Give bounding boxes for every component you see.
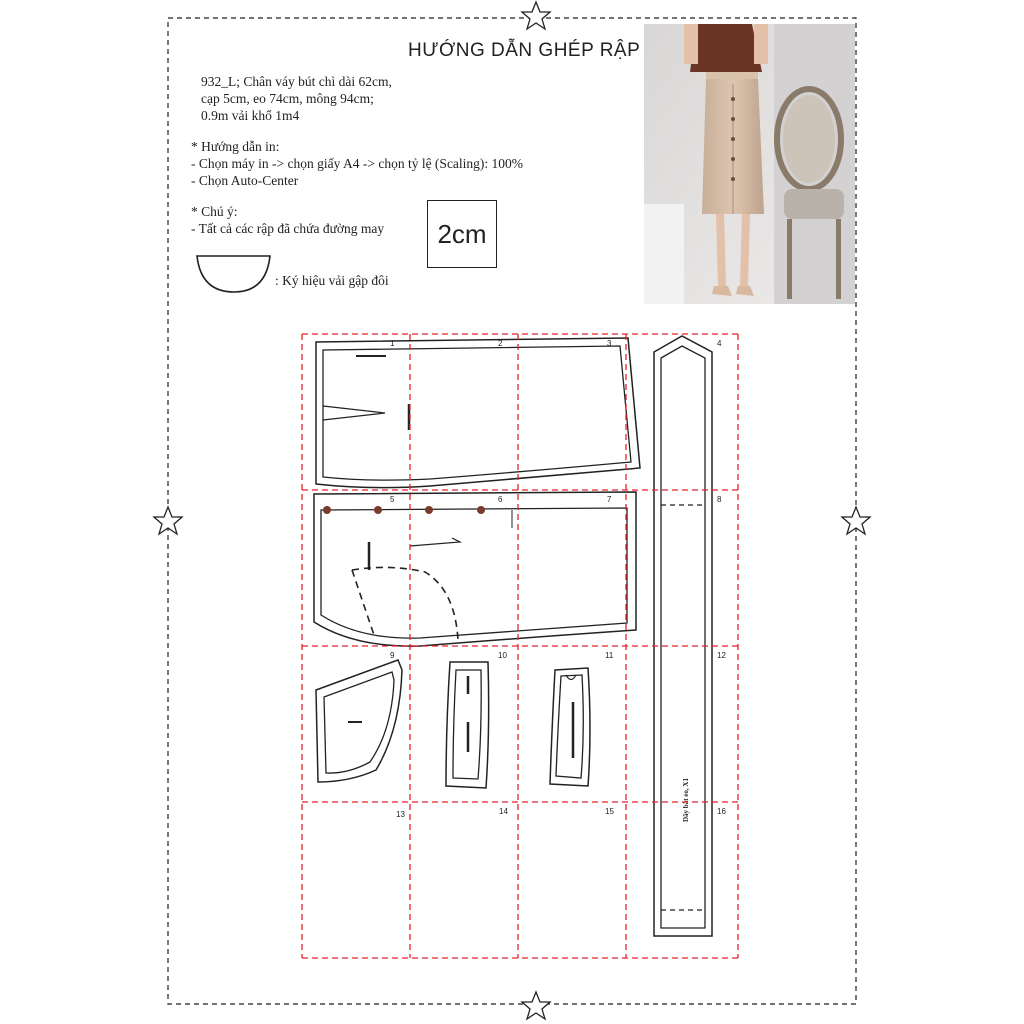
fold-symbol-icon — [197, 256, 270, 292]
waistband-label: Dây bắt eo, X1 — [682, 778, 690, 822]
tile-number-11: 11 — [605, 651, 614, 660]
tile-number-2: 2 — [498, 339, 503, 348]
star-icon-top — [522, 2, 550, 29]
star-icon-bottom — [522, 992, 550, 1019]
button-mark-4 — [477, 506, 485, 514]
tile-number-5: 5 — [390, 495, 395, 504]
notes-line-1: - Tất cả các rập đã chứa đường may — [191, 221, 385, 236]
fold-symbol-label: : Ký hiệu vải gập đôi — [275, 273, 389, 288]
page-title: HƯỚNG DẪN GHÉP RẬP — [408, 40, 641, 61]
tile-number-7: 7 — [607, 495, 612, 504]
tile-number-1: 1 — [390, 339, 395, 348]
tile-number-3: 3 — [607, 339, 612, 348]
piece-waistband — [654, 336, 712, 936]
tile-number-14: 14 — [499, 807, 508, 816]
print-instructions-heading: * Hướng dẫn in: — [191, 139, 280, 154]
piece-belt-loop-b — [550, 668, 590, 786]
button-mark-2 — [374, 506, 382, 514]
tile-number-15: 15 — [605, 807, 614, 816]
tile-number-6: 6 — [498, 495, 503, 504]
notes-heading: * Chú ý: — [191, 204, 238, 219]
print-instruction-line-1: - Chọn máy in -> chọn giấy A4 -> chọn tỷ lệ (Scaling): 100% — [191, 156, 524, 171]
piece-pocket-facing — [316, 660, 402, 782]
piece-back-skirt — [316, 338, 640, 488]
button-mark-1 — [323, 506, 331, 514]
tile-number-16: 16 — [717, 807, 726, 816]
tile-number-12: 12 — [717, 651, 726, 660]
piece-front-skirt — [314, 492, 636, 646]
piece-belt-loop-a — [446, 662, 489, 788]
tile-numbers — [390, 339, 726, 819]
tile-number-10: 10 — [498, 651, 507, 660]
tile-number-13: 13 — [396, 810, 405, 819]
pattern-info-line-3: 0.9m vải khổ 1m4 — [201, 108, 300, 123]
pattern-info-line-1: 932_L; Chân váy bút chì dài 62cm, — [201, 74, 392, 89]
tile-number-4: 4 — [717, 339, 722, 348]
pattern-info-line-2: cạp 5cm, eo 74cm, mông 94cm; — [201, 91, 374, 106]
button-mark-3 — [425, 506, 433, 514]
tile-number-8: 8 — [717, 495, 722, 504]
tile-number-9: 9 — [390, 651, 395, 660]
tile-grid — [302, 334, 738, 958]
print-instruction-line-2: - Chọn Auto-Center — [191, 173, 299, 188]
scale-box-label: 2cm — [437, 218, 487, 249]
